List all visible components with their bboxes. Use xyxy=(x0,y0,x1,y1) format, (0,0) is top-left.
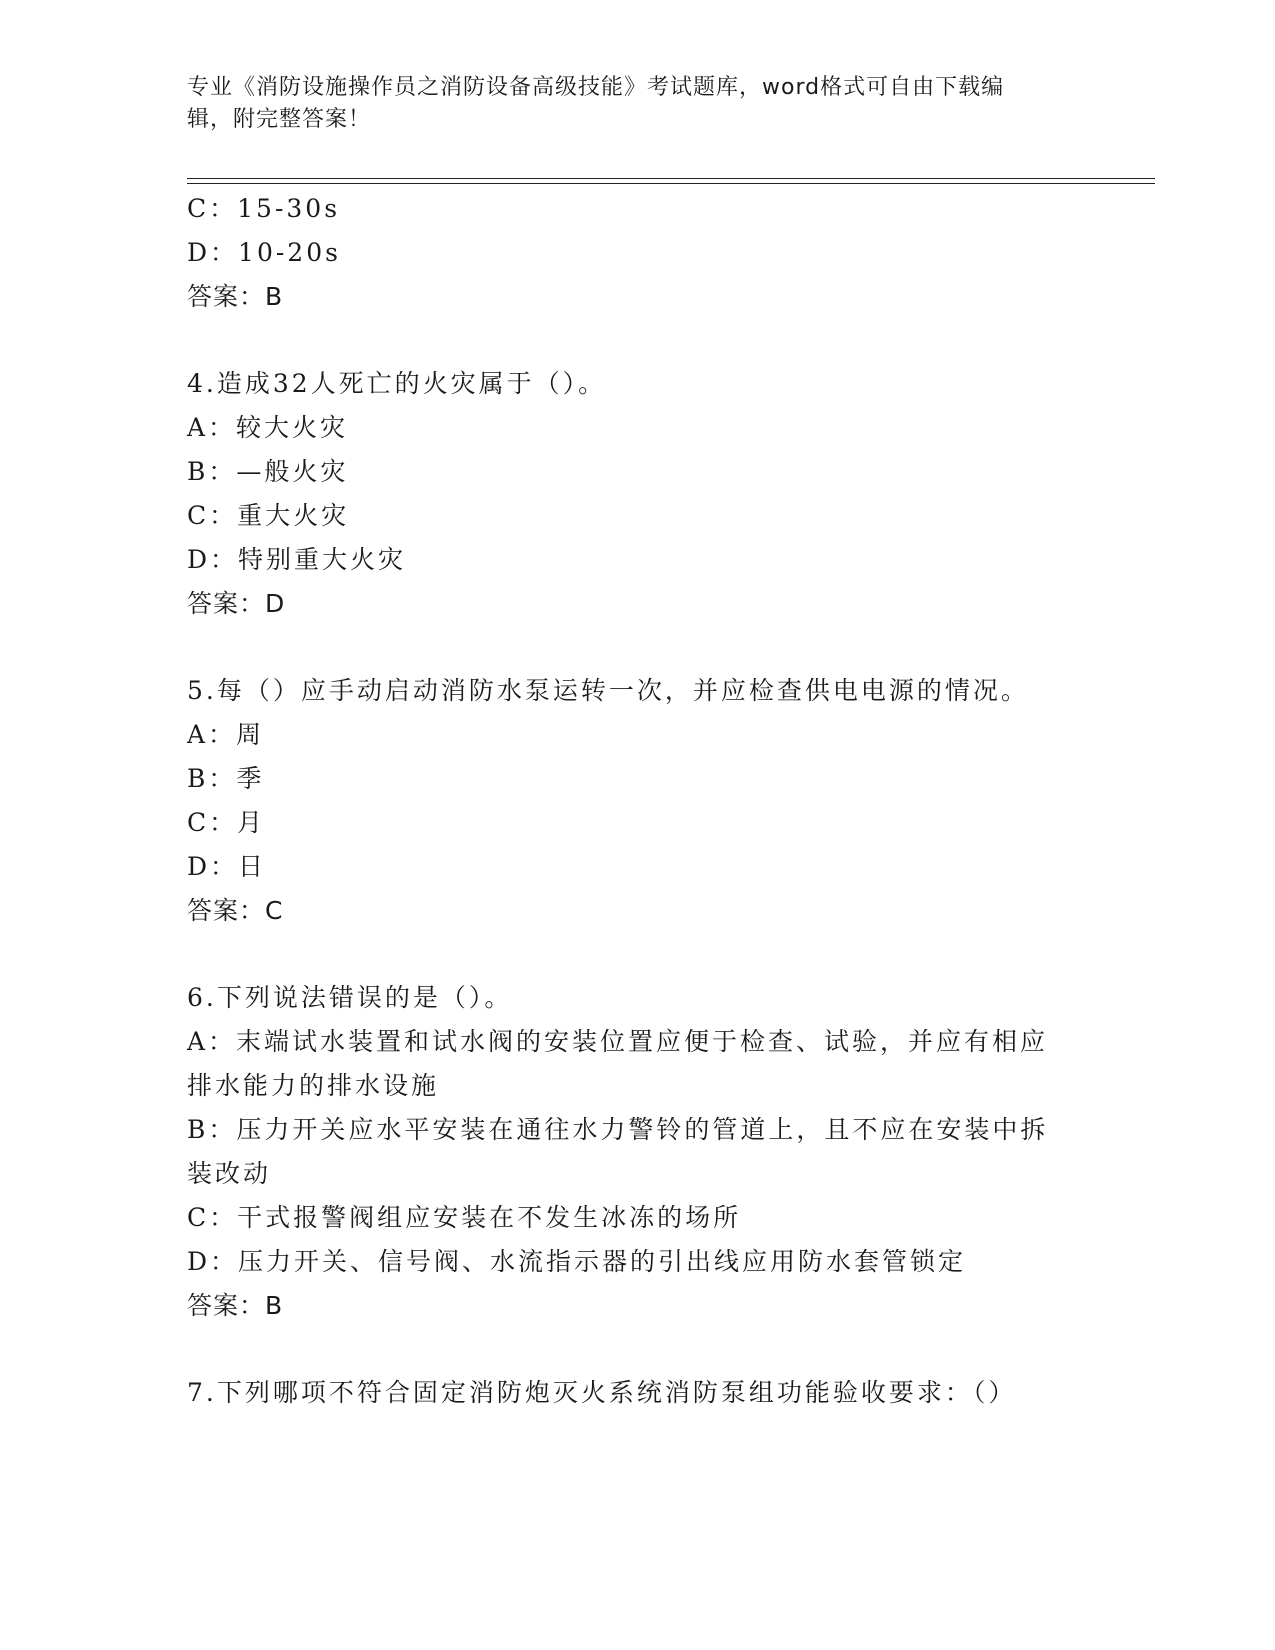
q4-option-c: C：重大火灾 xyxy=(187,501,350,530)
q5-option-d: D：日 xyxy=(187,852,267,881)
document-header xyxy=(187,72,1087,136)
q3-option-d: D：10-20s xyxy=(187,238,341,267)
q4-option-d: D：特别重大火灾 xyxy=(187,545,407,574)
q6-option-b-line-2: 装改动 xyxy=(187,1159,272,1188)
header-divider-bottom xyxy=(187,183,1155,184)
q6-option-a-line-2: 排水能力的排水设施 xyxy=(187,1071,440,1100)
q6-answer: 答案：B xyxy=(187,1291,284,1320)
header-line-2: 辑，附完整答案！ xyxy=(187,107,372,132)
header-divider-top xyxy=(187,178,1155,179)
q7-question: 7.下列哪项不符合固定消防炮灭火系统消防泵组功能验收要求：（） xyxy=(187,1378,1017,1407)
q5-answer: 答案：C xyxy=(187,896,284,925)
q5-option-b: B：季 xyxy=(187,764,265,793)
q4-question: 4.造成32人死亡的火灾属于（）。 xyxy=(187,369,607,398)
q6-option-d: D：压力开关、信号阀、水流指示器的引出线应用防水套管锁定 xyxy=(187,1247,967,1276)
q5-option-c: C：月 xyxy=(187,808,266,837)
q6-question: 6.下列说法错误的是（）。 xyxy=(187,983,513,1012)
q6-option-a-line-1: A：末端试水装置和试水阀的安装位置应便于检查、试验，并应有相应 xyxy=(187,1027,1049,1056)
header-line-1: 专业《消防设施操作员之消防设备高级技能》考试题库，word格式可自由下载编 xyxy=(187,75,1005,100)
q6-option-b-line-1: B：压力开关应水平安装在通往水力警铃的管道上，且不应在安装中拆 xyxy=(187,1115,1049,1144)
q5-question: 5.每（）应手动启动消防水泵运转一次，并应检查供电电源的情况。 xyxy=(187,676,1029,705)
q3-answer: 答案：B xyxy=(187,282,284,311)
q5-option-a: A：周 xyxy=(187,720,265,749)
q6-option-c: C：干式报警阀组应安装在不发生冰冻的场所 xyxy=(187,1203,742,1232)
q3-option-c: C：15-30s xyxy=(187,194,341,223)
q4-answer: 答案：D xyxy=(187,589,286,618)
q4-option-a: A：较大火灾 xyxy=(187,413,349,442)
q4-option-b: B：—般火灾 xyxy=(187,457,349,486)
